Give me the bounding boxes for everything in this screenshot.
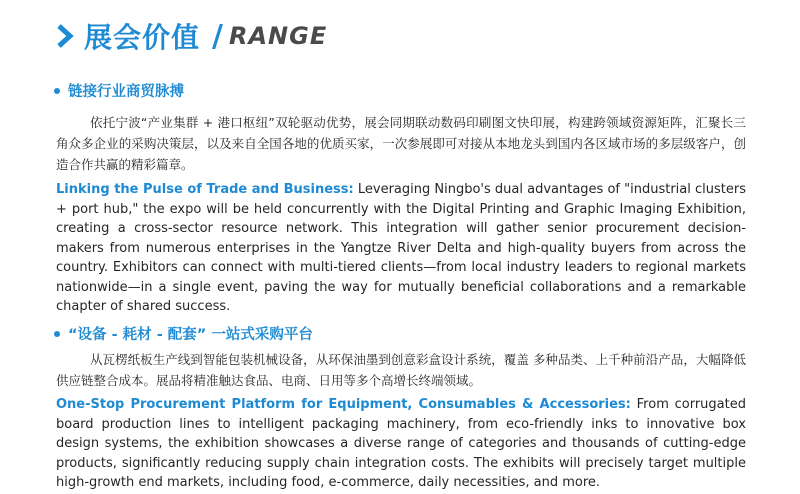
section-2-en-body: From corrugated board production lines to intelligent packaging machinery, from eco-friendly inks to innovative box design systems, the exhibition showcases a diverse range of categories and thousands of cutting-edge products, significantly reducing supply chain integration costs. The exhibits will precisely target multiple high-growth end markets, including food, e-commerce, daily necessities, and more. bbox=[56, 397, 746, 490]
section-1-en-body: Leveraging Ningbo's dual advantages of "industrial clusters + port hub," the expo will be held concurrently with the Digital Printing and Graphic Imaging Exhibition, creating a cross-sector resource network. This integration will gather senior procurement decision-makers from numerous enterprises in the Yangtze River Delta and high-quality buyers from across the country. Exhibitors can connect with multi-tiered clients—from local industry leaders to regional markets nationwide—in a single event, paving the way for mutually beneficial collaborations and a remarkable chapter of shared success. bbox=[56, 182, 746, 314]
section-1-en-paragraph bbox=[56, 180, 746, 317]
section-1-title: 链接行业商贸脉搏 bbox=[68, 84, 184, 100]
section-1-en-lead: Linking the Pulse of Trade and Business: bbox=[56, 182, 354, 197]
section-2-cn-paragraph: 从瓦楞纸板生产线到智能包装机械设备，从环保油墨到创意彩盒设计系统，覆盖 多种品类、上千种前沿产品，大幅降低供应链整合成本。展品将精准触达食品、电商、日用等多个高增长终端领域。 bbox=[56, 352, 746, 388]
section-1-cn-paragraph: 依托宁波“产业集群 + 港口枢纽”双轮驱动优势，展会同期联动数码印刷图文快印展，构建跨领域资源矩阵，汇聚长三角众多企业的采购决策层，以及来自全国各地的优质买家，一次参展即可对接从本地龙头到国内各区域市场的多层级客户，创造合作共赢的精彩篇章。 bbox=[56, 115, 746, 172]
bullet-dot-icon bbox=[54, 331, 60, 337]
bullet-dot-icon bbox=[54, 88, 60, 94]
title-divider: / bbox=[212, 18, 223, 54]
section-2-heading bbox=[54, 323, 313, 344]
section-1-heading bbox=[54, 80, 184, 101]
page-title: 展会价值 bbox=[84, 21, 201, 54]
page-subtitle: RANGE bbox=[228, 22, 328, 50]
section-2-en-paragraph bbox=[56, 395, 746, 493]
section-2-en-lead: One-Stop Procurement Platform for Equipment, Consumables & Accessories: bbox=[56, 397, 631, 412]
section-2-title: “设备 - 耗材 - 配套” 一站式采购平台 bbox=[68, 327, 313, 343]
chevron-right-icon bbox=[54, 23, 76, 49]
page-header bbox=[54, 16, 327, 56]
